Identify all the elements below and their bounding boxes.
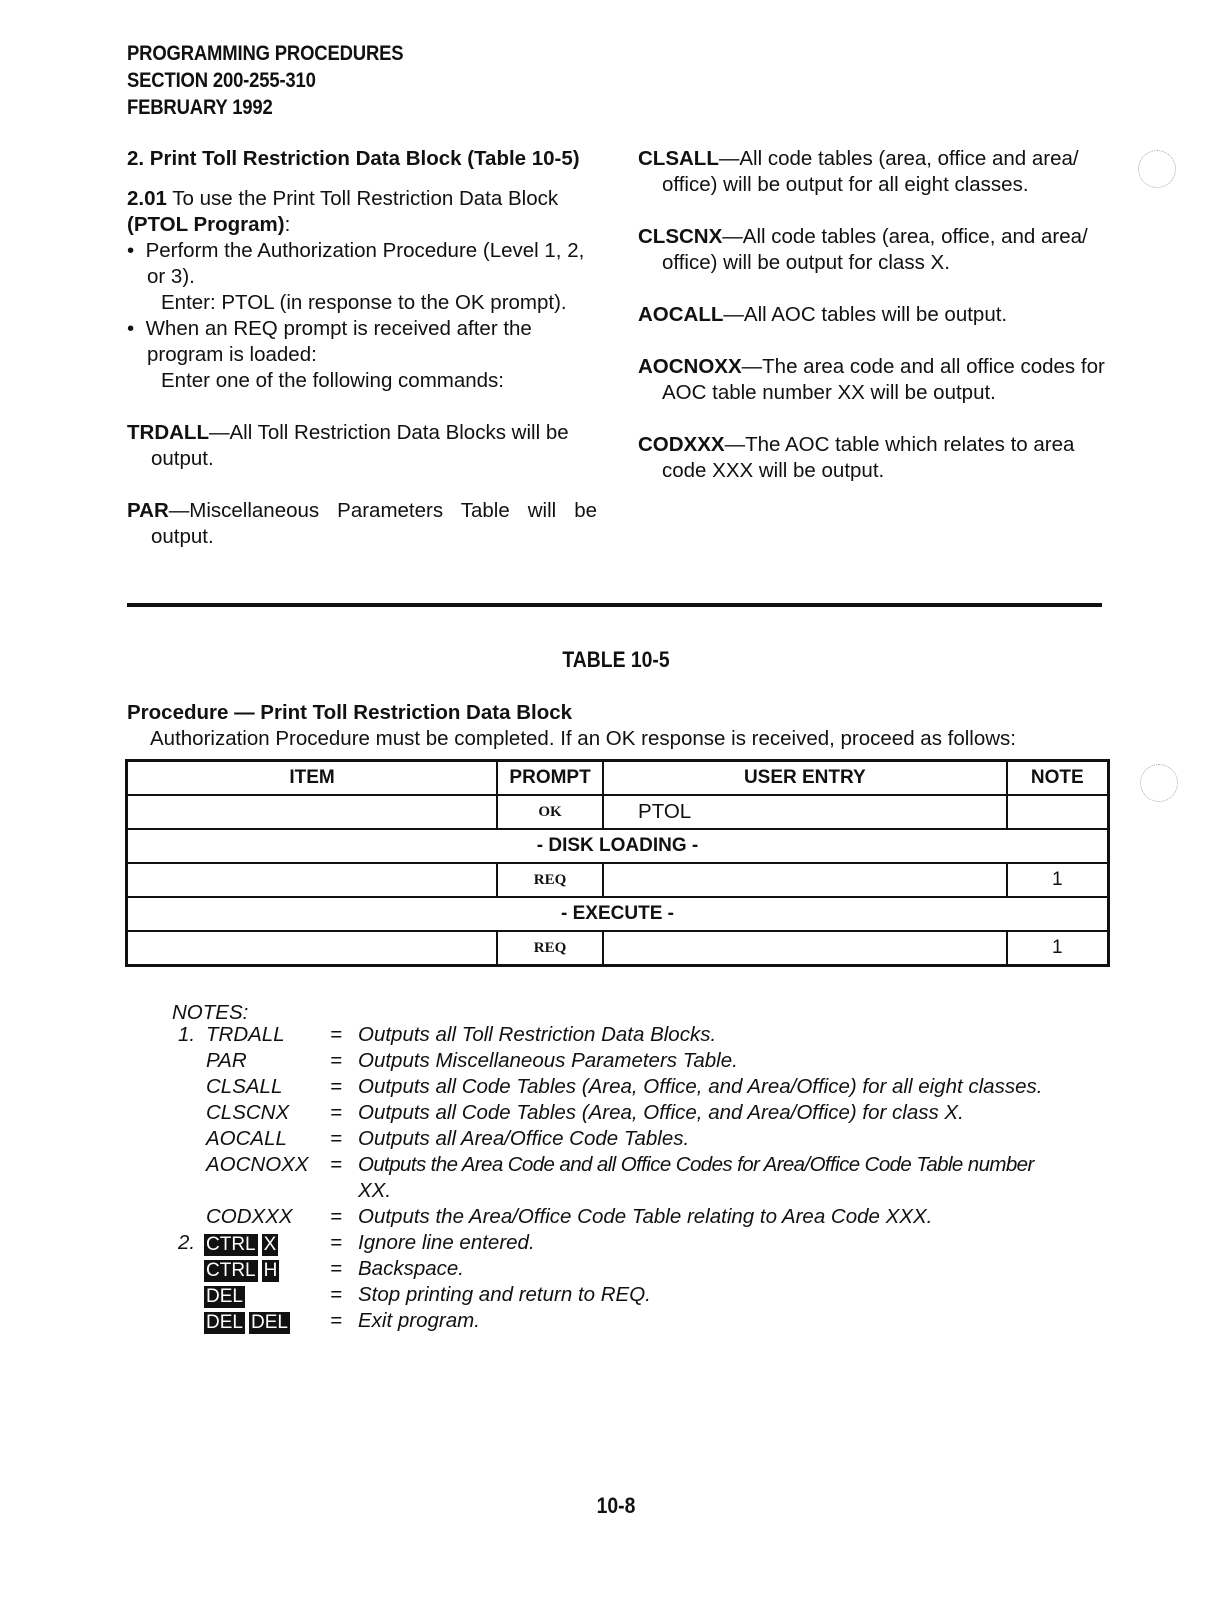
command-clsall bbox=[638, 146, 1108, 198]
note-equals: = bbox=[330, 1257, 342, 1280]
procedure-intro: Authorization Procedure must be completed. If an OK response is received, proceed as follows: bbox=[150, 727, 1017, 750]
key-h: H bbox=[263, 1260, 278, 1281]
table-cell-note bbox=[1007, 795, 1109, 829]
section-heading: 2. Print Toll Restriction Data Block (Table 10-5) bbox=[127, 147, 580, 170]
paragraph-number: 2.01 bbox=[127, 187, 167, 210]
notes-title: NOTES: bbox=[172, 1001, 249, 1024]
note-equals: = bbox=[330, 1023, 342, 1046]
key-combo bbox=[204, 1309, 294, 1335]
note-text: Stop printing and return to REQ. bbox=[358, 1283, 651, 1306]
enter-ptol: Enter: PTOL (in response to the OK prompt). bbox=[161, 291, 567, 314]
header-date: FEBRUARY 1992 bbox=[127, 96, 273, 119]
key-combo bbox=[204, 1257, 283, 1283]
command-trdall-name: TRDALL bbox=[127, 421, 209, 444]
left-column bbox=[127, 146, 597, 550]
table-cell-user-entry bbox=[603, 863, 1007, 897]
paragraph-text: To use the Print Toll Restriction Data Block bbox=[166, 187, 559, 210]
command-par-text: —Miscellaneous Parameters Table will be output. bbox=[151, 499, 597, 548]
command-clsall-text: —All code tables (area, office and area/ office) will be output for all eight classes. bbox=[662, 147, 1079, 196]
table-cell-prompt: REQ bbox=[497, 931, 603, 966]
command-codxxx bbox=[638, 432, 1108, 484]
table-cell-item bbox=[127, 863, 498, 897]
note-key: AOCNOXX bbox=[206, 1153, 309, 1176]
note-text: Backspace. bbox=[358, 1257, 464, 1280]
command-par-name: PAR bbox=[127, 499, 169, 522]
section-divider bbox=[127, 603, 1102, 607]
key-ctrl: CTRL bbox=[206, 1234, 256, 1255]
right-column bbox=[638, 146, 1108, 484]
command-par bbox=[127, 498, 597, 550]
table-row bbox=[127, 795, 1109, 829]
key-combo bbox=[204, 1283, 249, 1309]
note-key: CLSCNX bbox=[206, 1101, 290, 1124]
notes-section bbox=[172, 1000, 1112, 1340]
note-text: Outputs Miscellaneous Parameters Table. bbox=[358, 1049, 738, 1072]
note-key: CODXXX bbox=[206, 1205, 293, 1228]
program-name-bold: (PTOL Program) bbox=[127, 213, 285, 236]
bullet-authorization: • Perform the Authorization Procedure (Level 1, 2, or 3). bbox=[127, 239, 585, 288]
column-header-note: NOTE bbox=[1007, 761, 1109, 796]
key-del: DEL bbox=[206, 1312, 243, 1333]
key-combo bbox=[204, 1231, 282, 1257]
command-aocnoxx-text: —The area code and all office codes for AOC table number XX will be output. bbox=[662, 355, 1105, 404]
note-equals: = bbox=[330, 1309, 342, 1332]
note-equals: = bbox=[330, 1075, 342, 1098]
command-codxxx-name: CODXXX bbox=[638, 433, 725, 456]
key-x: X bbox=[263, 1234, 277, 1255]
table-cell-prompt: OK bbox=[497, 795, 603, 829]
table-cell-prompt: REQ bbox=[497, 863, 603, 897]
note-text: Outputs the Area/Office Code Table relating to Area Code XXX. bbox=[358, 1205, 933, 1228]
bullet-authorization-text: Perform the Authorization Procedure (Level 1, 2, or 3). bbox=[145, 239, 585, 288]
command-trdall bbox=[127, 420, 597, 472]
note-text-continued: XX. bbox=[358, 1179, 392, 1202]
column-header-prompt: PROMPT bbox=[497, 761, 603, 796]
note-equals: = bbox=[330, 1153, 342, 1176]
note-equals: = bbox=[330, 1101, 342, 1124]
note-text: Outputs all Code Tables (Area, Office, and Area/Office) for all eight classes. bbox=[358, 1075, 1043, 1098]
page-number: 10-8 bbox=[596, 1493, 636, 1518]
note-text: Outputs all Code Tables (Area, Office, and Area/Office) for class X. bbox=[358, 1101, 964, 1124]
key-del: DEL bbox=[250, 1312, 288, 1333]
bullet-req-prompt: • When an REQ prompt is received after the program is loaded: bbox=[127, 317, 532, 366]
note-equals: = bbox=[330, 1049, 342, 1072]
command-clscnx-name: CLSCNX bbox=[638, 225, 723, 248]
table-row bbox=[127, 863, 1109, 897]
command-aocall-text: —All AOC tables will be output. bbox=[723, 303, 1008, 326]
column-header-user-entry: USER ENTRY bbox=[603, 761, 1007, 796]
paragraph-2-01 bbox=[127, 186, 597, 212]
command-clscnx bbox=[638, 224, 1108, 276]
table-header-row bbox=[127, 761, 1109, 796]
table-cell-user-entry bbox=[603, 931, 1007, 966]
command-aocall-name: AOCALL bbox=[638, 303, 724, 326]
note-equals: = bbox=[330, 1283, 342, 1306]
key-ctrl: CTRL bbox=[206, 1260, 256, 1281]
execute-label: - EXECUTE - bbox=[127, 897, 1109, 931]
table-row-execute bbox=[127, 897, 1109, 931]
program-name-colon: : bbox=[284, 213, 291, 236]
key-del: DEL bbox=[206, 1286, 243, 1307]
command-clscnx-text: —All code tables (area, office, and area/ office) will be output for class X. bbox=[662, 225, 1088, 274]
table-cell-note: 1 bbox=[1007, 863, 1109, 897]
table-title: TABLE 10-5 bbox=[562, 647, 670, 672]
note-equals: = bbox=[330, 1127, 342, 1150]
note-1-number: 1. bbox=[178, 1023, 196, 1046]
note-2-number: 2. bbox=[178, 1231, 196, 1254]
punch-hole-mark bbox=[1140, 764, 1178, 802]
punch-hole-mark bbox=[1138, 150, 1176, 188]
header-section: SECTION 200-255-310 bbox=[127, 69, 316, 92]
program-name bbox=[127, 212, 597, 238]
note-equals: = bbox=[330, 1231, 342, 1254]
table-cell-item bbox=[127, 931, 498, 966]
command-clsall-name: CLSALL bbox=[638, 147, 719, 170]
header-title: PROGRAMMING PROCEDURES bbox=[127, 42, 404, 65]
command-codxxx-text: —The AOC table which relates to area code XXX will be output. bbox=[662, 433, 1075, 482]
document-header bbox=[127, 40, 403, 121]
note-key: CLSALL bbox=[206, 1075, 283, 1098]
note-text: Ignore line entered. bbox=[358, 1231, 535, 1254]
note-key: TRDALL bbox=[206, 1023, 285, 1046]
table-cell-item bbox=[127, 795, 498, 829]
procedure-title: Procedure — Print Toll Restriction Data Block bbox=[127, 701, 573, 724]
disk-loading-label: - DISK LOADING - bbox=[127, 829, 1109, 863]
enter-commands: Enter one of the following commands: bbox=[161, 369, 504, 392]
note-text: Outputs the Area Code and all Office Codes for Area/Office Code Table number bbox=[358, 1153, 1034, 1176]
command-aocnoxx bbox=[638, 354, 1108, 406]
note-text: Outputs all Area/Office Code Tables. bbox=[358, 1127, 690, 1150]
column-header-item: ITEM bbox=[127, 761, 498, 796]
table-cell-note: 1 bbox=[1007, 931, 1109, 966]
command-aocnoxx-name: AOCNOXX bbox=[638, 355, 742, 378]
note-text: Exit program. bbox=[358, 1309, 480, 1332]
table-cell-user-entry: PTOL bbox=[603, 795, 1007, 829]
note-equals: = bbox=[330, 1205, 342, 1228]
command-aocall bbox=[638, 302, 1108, 328]
bullet-req-prompt-text: When an REQ prompt is received after the program is loaded: bbox=[145, 317, 532, 366]
command-trdall-text: —All Toll Restriction Data Blocks will be output. bbox=[151, 421, 569, 470]
table-row-disk-loading bbox=[127, 829, 1109, 863]
table-row bbox=[127, 931, 1109, 966]
note-key: AOCALL bbox=[206, 1127, 287, 1150]
procedure-table bbox=[125, 759, 1110, 967]
note-key: PAR bbox=[206, 1049, 247, 1072]
note-text: Outputs all Toll Restriction Data Blocks. bbox=[358, 1023, 717, 1046]
